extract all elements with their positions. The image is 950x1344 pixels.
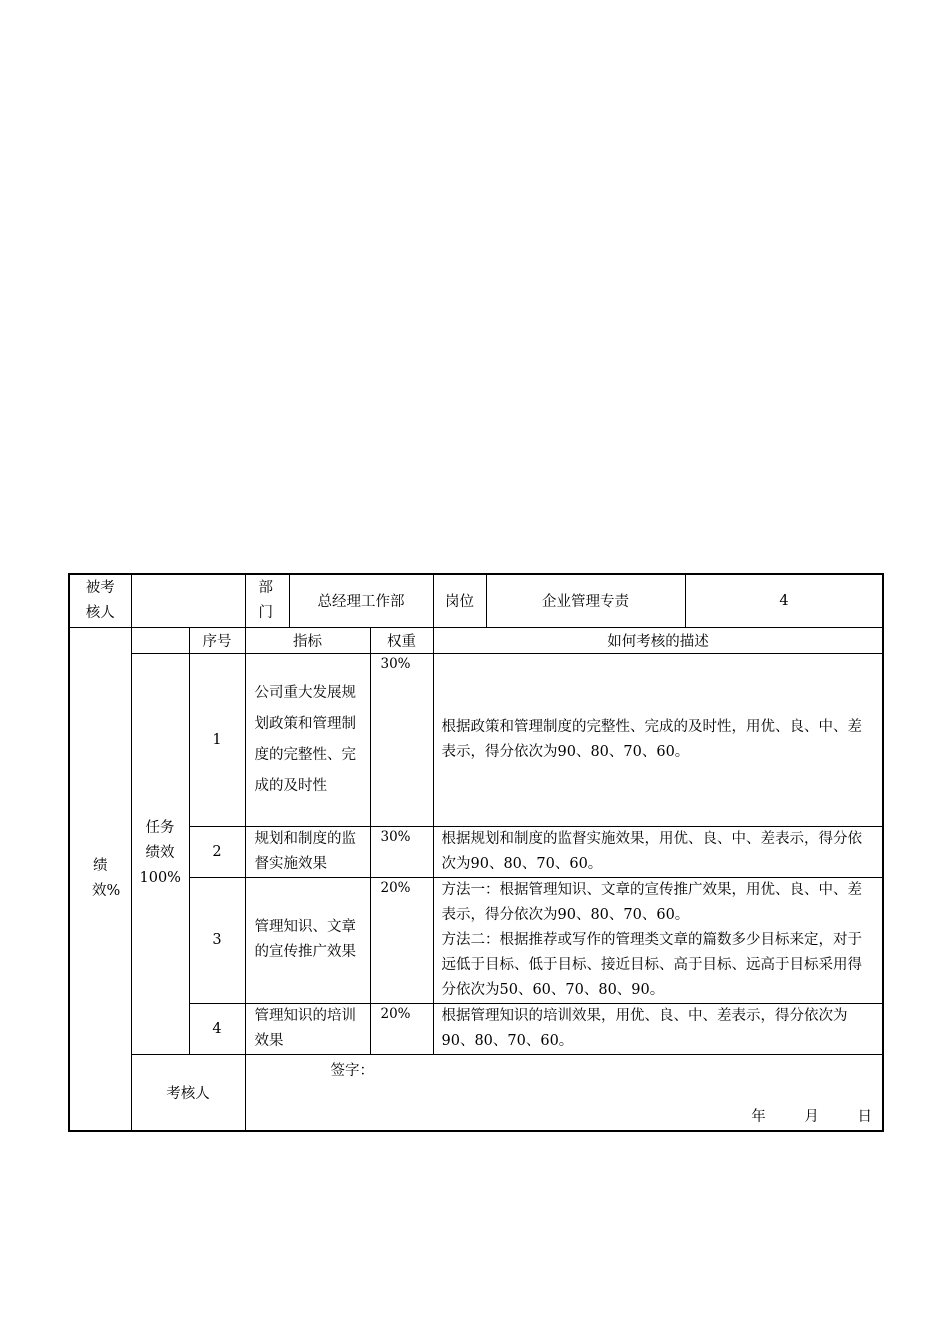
row-description <box>433 877 883 1003</box>
col-description: 如何考核的描述 <box>433 627 883 653</box>
row-description: 根据规划和制度的监督实施效果，用优、良、中、差表示，得分依次为90、80、70、60。 <box>433 826 883 877</box>
row-seq: 2 <box>189 826 245 877</box>
month-label: 月 <box>804 1109 819 1125</box>
perf-category: 绩效% <box>69 627 131 1131</box>
count-value: 4 <box>685 574 883 627</box>
row-weight: 30% <box>370 653 433 826</box>
row-description: 根据政策和管理制度的完整性、完成的及时性，用优、良、中、差表示，得分依次为90、80、70、60。 <box>433 653 883 826</box>
year-label: 年 <box>751 1109 766 1125</box>
method-two: 方法二：根据推荐或写作的管理类文章的篇数多少目标来定，对于远低于目标、低于目标、接近目标、高于目标、远高于目标采用得分依次为50、60、70、80、90。 <box>441 931 862 998</box>
task-perf-label: 任务绩效100% <box>131 653 189 1054</box>
signature-area[interactable] <box>245 1054 883 1131</box>
col-seq: 序号 <box>189 627 245 653</box>
row-indicator: 管理知识、文章的宣传推广效果 <box>245 877 370 1003</box>
row-indicator: 规划和制度的监督实施效果 <box>245 826 370 877</box>
row-weight: 20% <box>370 877 433 1003</box>
post-value: 企业管理专责 <box>486 574 685 627</box>
post-label: 岗位 <box>433 574 486 627</box>
row-seq: 1 <box>189 653 245 826</box>
col-indicator: 指标 <box>245 627 370 653</box>
date-row <box>717 1105 872 1126</box>
method-one: 方法一：根据管理知识、文章的宣传推广效果，用优、良、中、差表示，得分依次为90、80、70、60。 <box>441 881 862 923</box>
examinee-value[interactable] <box>131 574 245 627</box>
row-weight: 20% <box>370 1003 433 1054</box>
col-weight: 权重 <box>370 627 433 653</box>
row-indicator: 公司重大发展规划政策和管理制度的完整性、完成的及时性 <box>245 653 370 826</box>
row-seq: 4 <box>189 1003 245 1054</box>
assessor-label: 考核人 <box>131 1054 245 1131</box>
row-weight: 30% <box>370 826 433 877</box>
examinee-label: 被考核人 <box>69 574 131 627</box>
assessment-table <box>68 573 884 1132</box>
row-seq: 3 <box>189 877 245 1003</box>
sign-label: 签字： <box>330 1062 374 1079</box>
day-label: 日 <box>857 1109 872 1125</box>
row-description: 根据管理知识的培训效果，用优、良、中、差表示，得分依次为90、80、70、60。 <box>433 1003 883 1054</box>
dept-label: 部门 <box>245 574 289 627</box>
empty-cell <box>131 627 189 653</box>
dept-value: 总经理工作部 <box>289 574 433 627</box>
row-indicator: 管理知识的培训效果 <box>245 1003 370 1054</box>
